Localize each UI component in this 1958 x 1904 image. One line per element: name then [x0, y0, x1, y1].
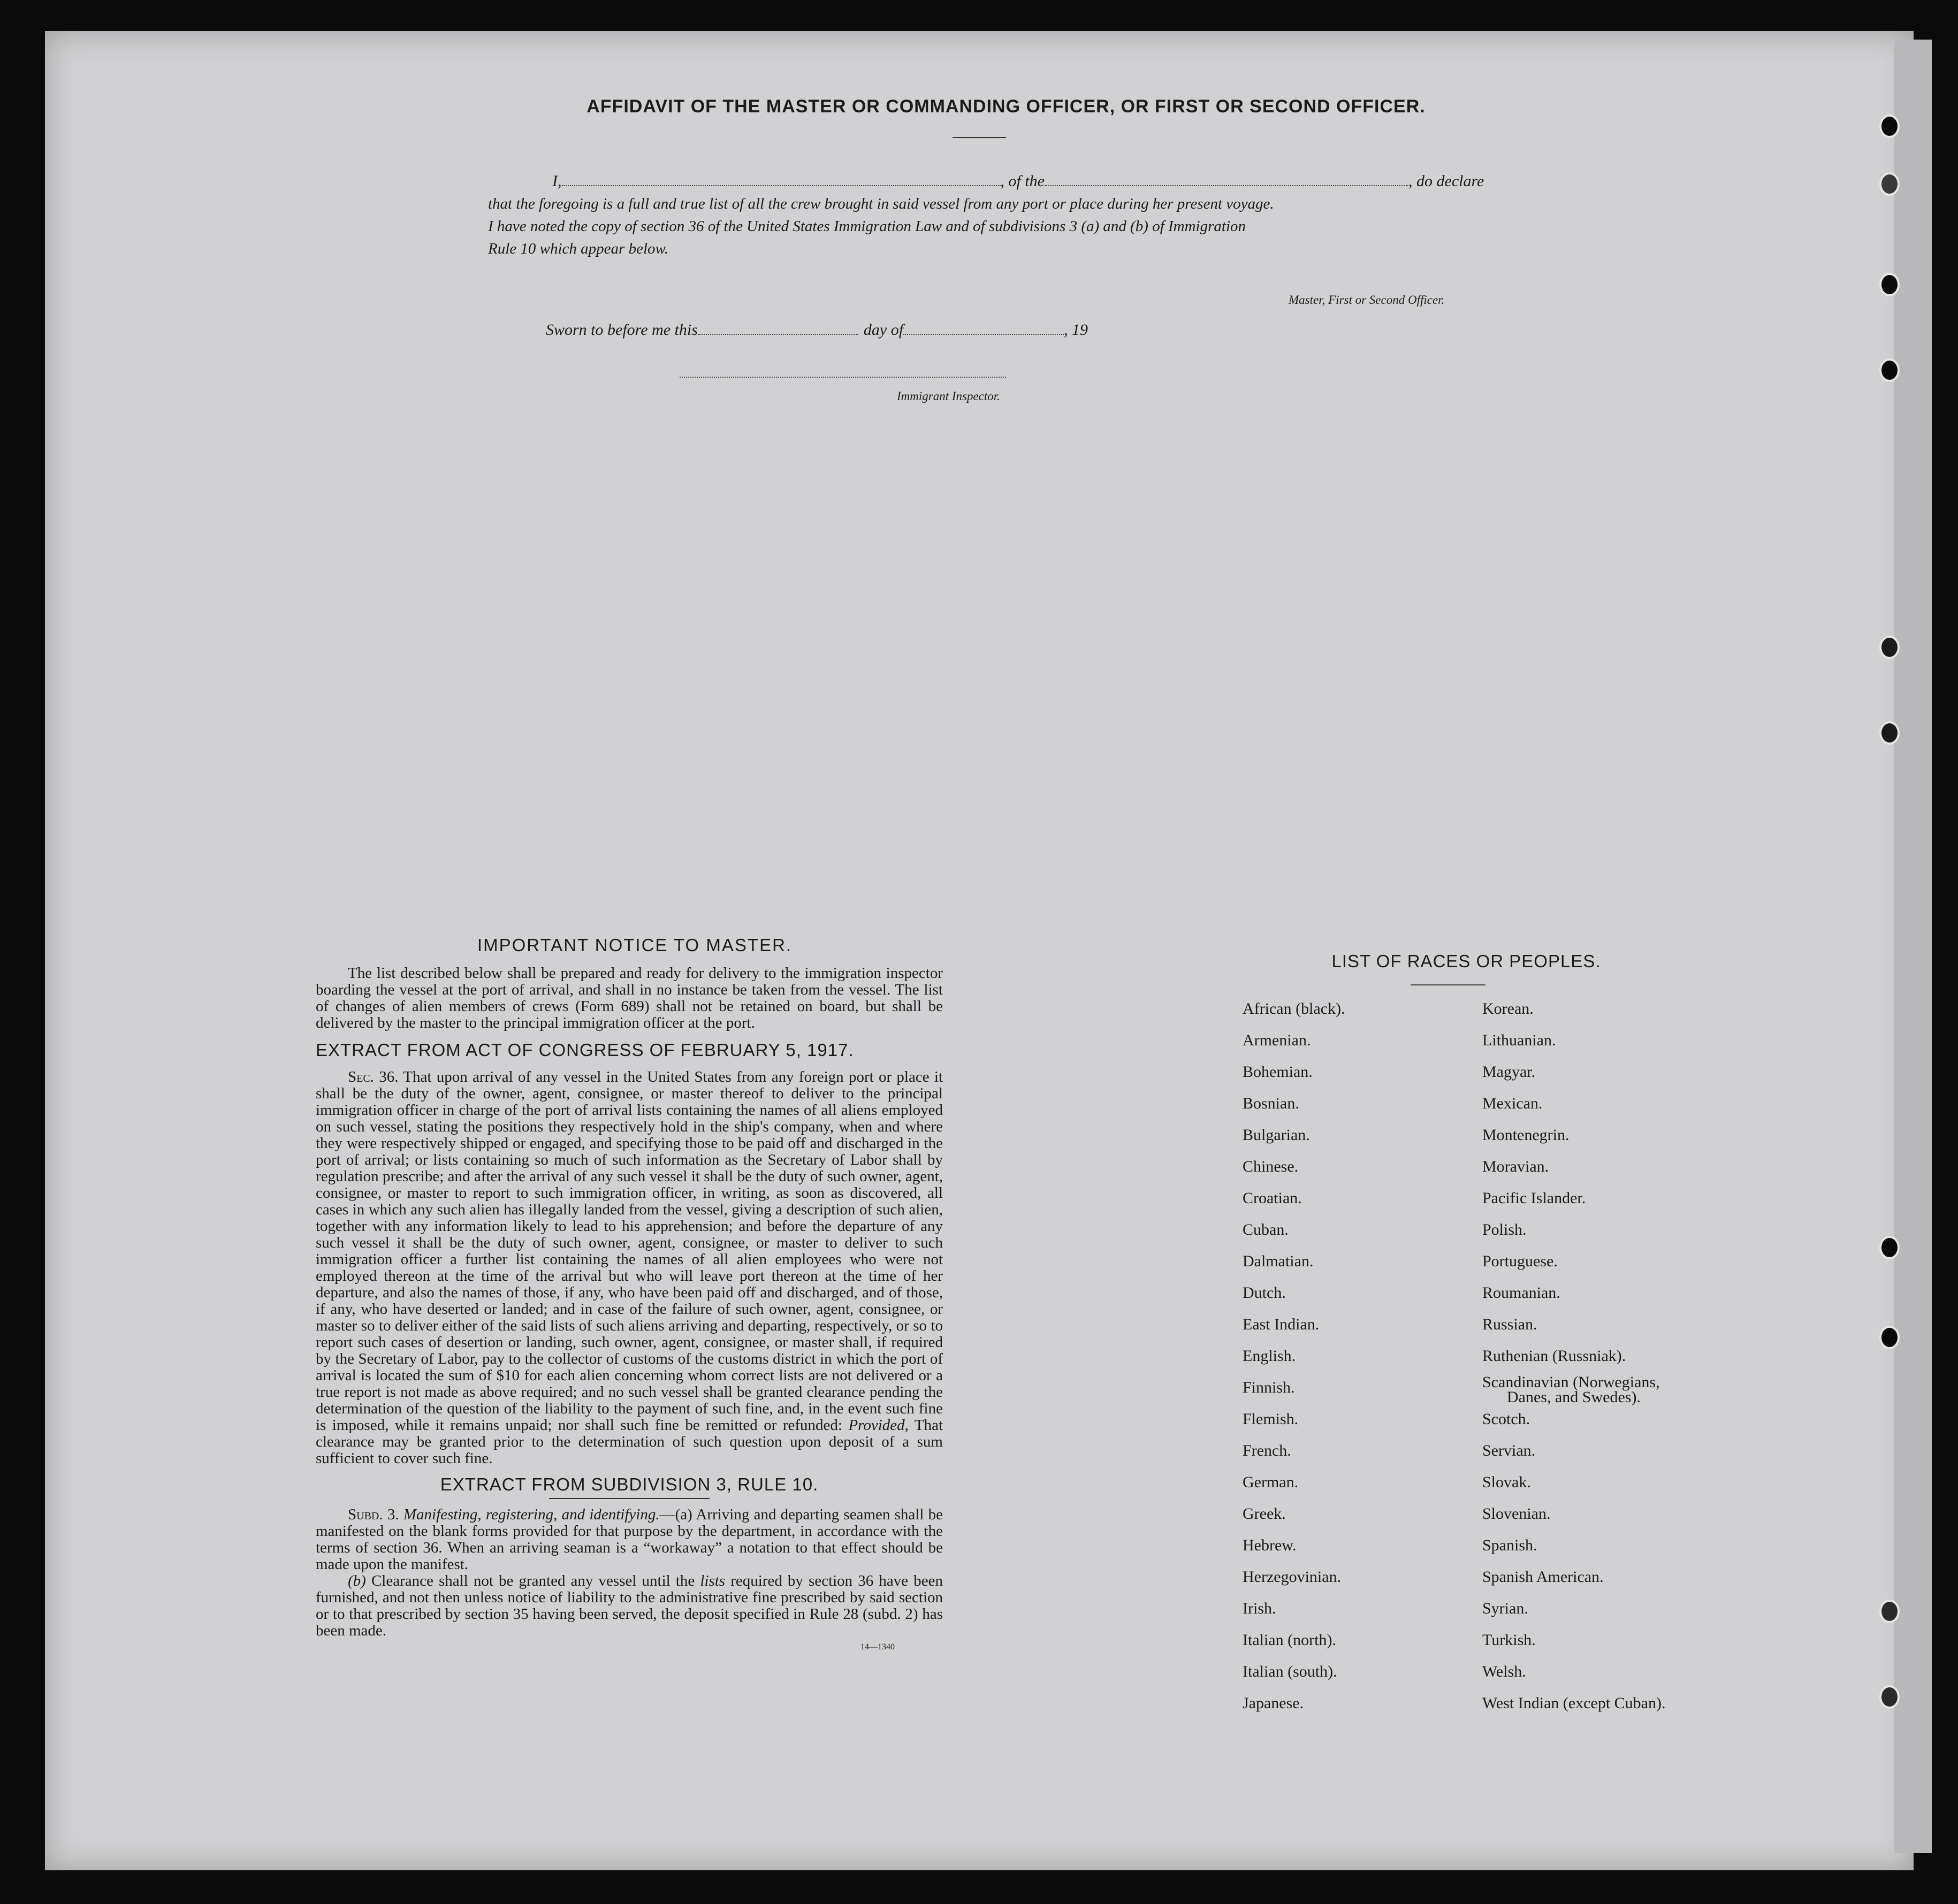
subd-title: Manifesting, registering, and identifying. — [403, 1506, 660, 1523]
race-item: Irish. — [1243, 1600, 1276, 1617]
races-title-rule — [1411, 984, 1485, 985]
race-item: East Indian. — [1243, 1316, 1320, 1333]
notice-text: The list described below shall be prepared and ready for delivery to the immigration inspector boarding the vessel at the port of arrival, and shall in no instance be taken from the vessel. The list of changes of alien members of crews (Form 689) shall not be retained on board, but shall be delivered by the master to the principal immigration officer at the port. — [316, 965, 943, 1031]
race-item: Pacific Islander. — [1482, 1189, 1586, 1207]
binder-hole — [1879, 1600, 1900, 1623]
page-edge — [1894, 40, 1932, 1853]
race-item: Armenian. — [1243, 1031, 1311, 1049]
race-item: Dutch. — [1243, 1284, 1286, 1302]
declaration-line-1 — [488, 170, 1537, 193]
act-extract-text — [316, 1069, 943, 1467]
race-item: Turkish. — [1482, 1631, 1536, 1649]
race-item: Chinese. — [1243, 1158, 1299, 1175]
race-item: Slovenian. — [1482, 1505, 1551, 1523]
month-field — [903, 334, 1064, 335]
binder-hole — [1879, 636, 1900, 659]
notice-title: IMPORTANT NOTICE TO MASTER. — [477, 935, 793, 955]
binder-hole — [1879, 273, 1900, 296]
race-item: Syrian. — [1482, 1600, 1528, 1617]
race-item: African (black). — [1243, 1000, 1345, 1018]
binder-hole — [1879, 114, 1900, 138]
notice-column — [316, 935, 943, 1652]
declaration-line-3: I have noted the copy of section 36 of the United States Immigration Law and of subdivisions 3 (a) and (b) of Immigration — [488, 218, 1246, 235]
races-right-column — [1482, 993, 1665, 1719]
binder-hole — [1879, 172, 1900, 196]
binder-hole — [1879, 721, 1900, 745]
binder-hole — [1879, 1236, 1900, 1259]
race-item: Finnish. — [1243, 1379, 1295, 1396]
rule-title-rule — [549, 1498, 710, 1499]
affidavit-title: AFFIDAVIT OF THE MASTER OR COMMANDING OFFICER, OR FIRST OR SECOND OFFICER. — [586, 96, 1426, 117]
rule-extract-title: EXTRACT FROM SUBDIVISION 3, RULE 10. — [440, 1474, 819, 1494]
rule-extract-para-b — [316, 1573, 943, 1639]
section-36-provided-text: That clearance may be granted prior to the determination of such question upon deposit of a sum sufficient to cover such fine. — [316, 1417, 943, 1467]
race-item: Russian. — [1482, 1316, 1537, 1333]
para-a-label: —(a) — [659, 1506, 692, 1523]
race-item: Portuguese. — [1482, 1252, 1558, 1270]
race-item: Spanish. — [1482, 1536, 1537, 1554]
para-b-label: (b) — [348, 1572, 366, 1589]
race-item: Mexican. — [1482, 1095, 1543, 1112]
race-item: Spanish American. — [1482, 1568, 1604, 1586]
race-item: Polish. — [1482, 1221, 1527, 1238]
binder-hole — [1879, 358, 1900, 382]
race-item: Moravian. — [1482, 1158, 1549, 1175]
binder-hole — [1879, 1685, 1900, 1709]
i-label: I, — [552, 172, 562, 190]
races-left-column — [1243, 993, 1345, 1719]
race-item-label: Scandinavian (Norwegians, — [1482, 1373, 1660, 1391]
race-item: Magyar. — [1482, 1063, 1536, 1081]
act-extract-title: EXTRACT FROM ACT OF CONGRESS OF FEBRUARY 5, 1917. — [316, 1040, 854, 1060]
sworn-line — [546, 321, 1088, 339]
race-item: Italian (south). — [1243, 1663, 1337, 1680]
para-b-text-1: Clearance shall not be granted any vessel until the — [371, 1572, 695, 1589]
section-36-text: That upon arrival of any vessel in the United States from any foreign port or place it shall be the duty of the owner, agent, consignee, or master thereof to deliver to the principal immigration officer in charge of the port of arrival lists containing the names of all aliens employed on such vessel, stating the positions they respectively hold in the ship's company, when and where they were respectively shipped or engaged, and specifying those to be paid off and discharged in the port of arrival; or lists containing so much of such information as the Secretary of Labor shall by regulation prescribe; and after the arrival of any such vessel it shall be the duty of such owner, agent, consignee, or master to report to such immigration officer, in writing, as soon as discovered, all cases in which any such alien has illegally landed from the vessel, giving a description of such alien, together with any information likely to lead to his apprehension; and before the departure of any such vessel it shall be the duty of such owner, agent, consignee, or master to deliver to such immigration officer a further list containing the names of all alien employees who were not employed thereon at the time of the arrival but who will leave port thereon at the time of her departure, and also the names of those, if any, who have been paid off and discharged, and of those, if any, who have deserted or landed; and in case of the failure of such owner, agent, consignee, or master so to deliver either of the said lists of such aliens arriving and departing, respectively, or so to report such cases of desertion or landing, such owner, agent, consignee, or master shall, if required by the Secretary of Labor, pay to the collector of customs of the customs district in which the port of arrival is located the sum of $10 for each alien concerning whom correct lists are not delivered or a true report is not made as above required; and no such vessel shall be granted clearance pending the determination of the question of the liability to the payment of such fine, and, in the event such fine is imposed, while it remains unpaid; nor shall such fine be remitted or refunded: — [316, 1068, 943, 1434]
race-item-continuation: Danes, and Swedes). — [1507, 1388, 1641, 1406]
race-item: Greek. — [1243, 1505, 1286, 1523]
race-item: English. — [1243, 1347, 1296, 1365]
inspector-label: Immigrant Inspector. — [897, 389, 1000, 403]
affidavit-declaration — [488, 170, 1537, 260]
section-label: Sec. 36. — [348, 1068, 399, 1085]
of-the-label: , of the — [1000, 172, 1045, 190]
sworn-label: Sworn to before me this — [546, 321, 698, 339]
day-of-label: day of — [863, 321, 904, 339]
subd-label: Subd. 3. — [348, 1506, 399, 1523]
vessel-field — [1045, 185, 1408, 186]
race-item: Ruthenian (Russniak). — [1482, 1347, 1626, 1365]
para-a-text: Arriving and departing seamen shall be manifested on the blank forms provided for that purpose by the department, in accordance with the terms of section 36. When an arriving seaman is a “workaway” a notation to that effect should be made upon the manifest. — [316, 1506, 943, 1573]
race-item: Japanese. — [1243, 1694, 1304, 1712]
race-item: German. — [1243, 1473, 1299, 1491]
race-item: West Indian (except Cuban). — [1482, 1694, 1666, 1712]
race-item: Croatian. — [1243, 1189, 1302, 1207]
race-item: Slovak. — [1482, 1473, 1531, 1491]
race-item: Cuban. — [1243, 1221, 1289, 1238]
race-item: Welsh. — [1482, 1663, 1526, 1680]
race-item: Hebrew. — [1243, 1536, 1297, 1554]
day-field — [698, 334, 858, 335]
race-item: Flemish. — [1243, 1410, 1299, 1428]
declaration-line-4: Rule 10 which appear below. — [488, 240, 668, 257]
race-item: Lithuanian. — [1482, 1031, 1556, 1049]
declare-label: , do declare — [1408, 172, 1484, 190]
race-item: Montenegrin. — [1482, 1126, 1570, 1144]
provided-label: Provided, — [848, 1417, 909, 1434]
binder-hole — [1879, 1326, 1900, 1349]
declaration-line-2: that the foregoing is a full and true list of all the crew brought in said vessel from any port or place during her present voyage. — [488, 195, 1274, 212]
race-item: Bosnian. — [1243, 1095, 1299, 1112]
para-b-text-2: required by section 36 have been furnished, and not then unless notice of liability to the administrative fine prescribed by said section or to that prescribed by section 35 having been served, the deposit specified in Rule 28 (subd. 2) has been made. — [316, 1572, 943, 1639]
race-item: Dalmatian. — [1243, 1252, 1314, 1270]
race-item — [1482, 1372, 1665, 1406]
name-field — [562, 185, 1001, 186]
race-item: Roumanian. — [1482, 1284, 1560, 1302]
year-label: , 19 — [1064, 321, 1088, 339]
race-item: Servian. — [1482, 1442, 1536, 1459]
master-signature-label: Master, First or Second Officer. — [1289, 293, 1445, 307]
race-item: Bohemian. — [1243, 1063, 1313, 1081]
rule-extract-para-a — [316, 1507, 943, 1573]
para-b-lists: lists — [700, 1572, 726, 1589]
race-item: Herzegovinian. — [1243, 1568, 1342, 1586]
race-item: Italian (north). — [1243, 1631, 1336, 1649]
races-title: LIST OF RACES OR PEOPLES. — [1331, 951, 1601, 971]
race-item: Scotch. — [1482, 1410, 1530, 1428]
form-number: 14—1340 — [860, 1642, 895, 1651]
race-item: French. — [1243, 1442, 1291, 1459]
title-rule — [953, 137, 1006, 138]
race-item: Korean. — [1482, 1000, 1534, 1018]
race-item: Bulgarian. — [1243, 1126, 1310, 1144]
inspector-signature-line — [680, 377, 1006, 378]
